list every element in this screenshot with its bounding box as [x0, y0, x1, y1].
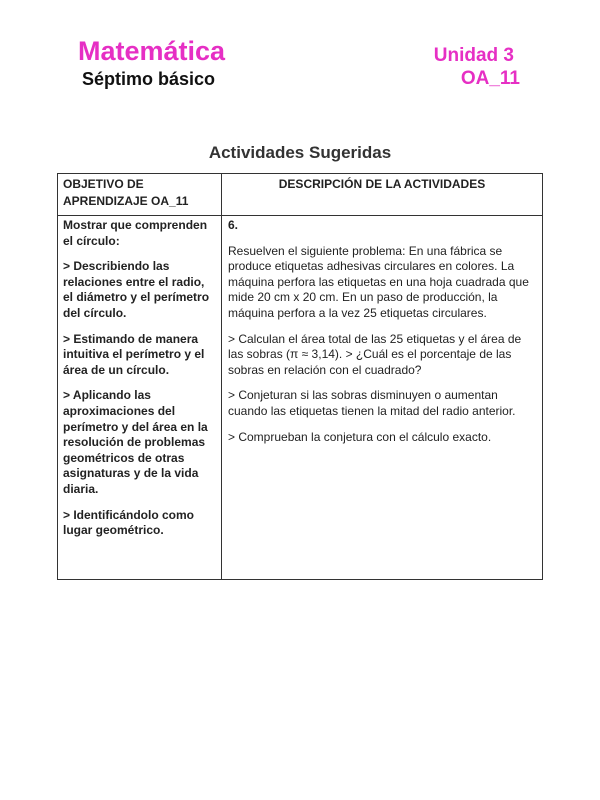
description-paragraph: > Comprueban la conjetura con el cálculo exacto. — [228, 429, 492, 444]
section-title: Actividades Sugeridas — [208, 143, 392, 162]
objective-column-header: OBJETIVO DE APRENDIZAJE OA_11 — [63, 177, 189, 208]
header-row-divider — [58, 215, 542, 216]
description-cell — [228, 218, 538, 455]
objective-item: > Aplicando las aproximaciones del perímetro y del área en la resolución de problemas geométricos de otras asignaturas y de la vida diaria. — [63, 388, 208, 496]
objectives-cell — [63, 218, 215, 549]
objective-item: > Identificándolo como lugar geométrico. — [63, 507, 195, 538]
description-paragraph: Resuelven el siguiente problema: En una fábrica se produce etiquetas adhesivas circulares en colores. La máquina perfora las etiquetas en una hoja cuadrada que mide 20 cm x 20 cm. En un paso de producción, la máquina perfora a la vez 25 etiquetas circulares. — [228, 243, 529, 320]
grade-subtitle: Séptimo básico — [82, 69, 216, 89]
description-paragraph: > Calculan el área total de las 25 etiquetas y el área de las sobras (π ≈ 3,14). > ¿Cuál es el porcentaje de las sobras en relación con el cuadrado? — [228, 331, 522, 377]
activity-number: 6. — [228, 218, 239, 232]
objective-code-label: OA_11 — [460, 68, 520, 89]
objective-item: > Describiendo las relaciones entre el radio, el diámetro y el perímetro del círculo. — [63, 259, 210, 320]
subject-title: Matemática — [78, 36, 226, 66]
unit-label: Unidad 3 — [433, 45, 514, 66]
objective-item: Mostrar que comprenden el círculo: — [63, 218, 208, 248]
activities-table — [57, 173, 543, 580]
description-paragraph: > Conjeturan si las sobras disminuyen o aumentan cuando las etiquetas tienen la mitad del radio anterior. — [228, 388, 516, 418]
description-column-header: DESCRIPCIÓN DE LA ACTIVIDADES — [278, 177, 486, 191]
column-divider — [221, 174, 222, 579]
objective-item: > Estimando de manera intuitiva el perímetro y el área de un círculo. — [63, 331, 205, 377]
